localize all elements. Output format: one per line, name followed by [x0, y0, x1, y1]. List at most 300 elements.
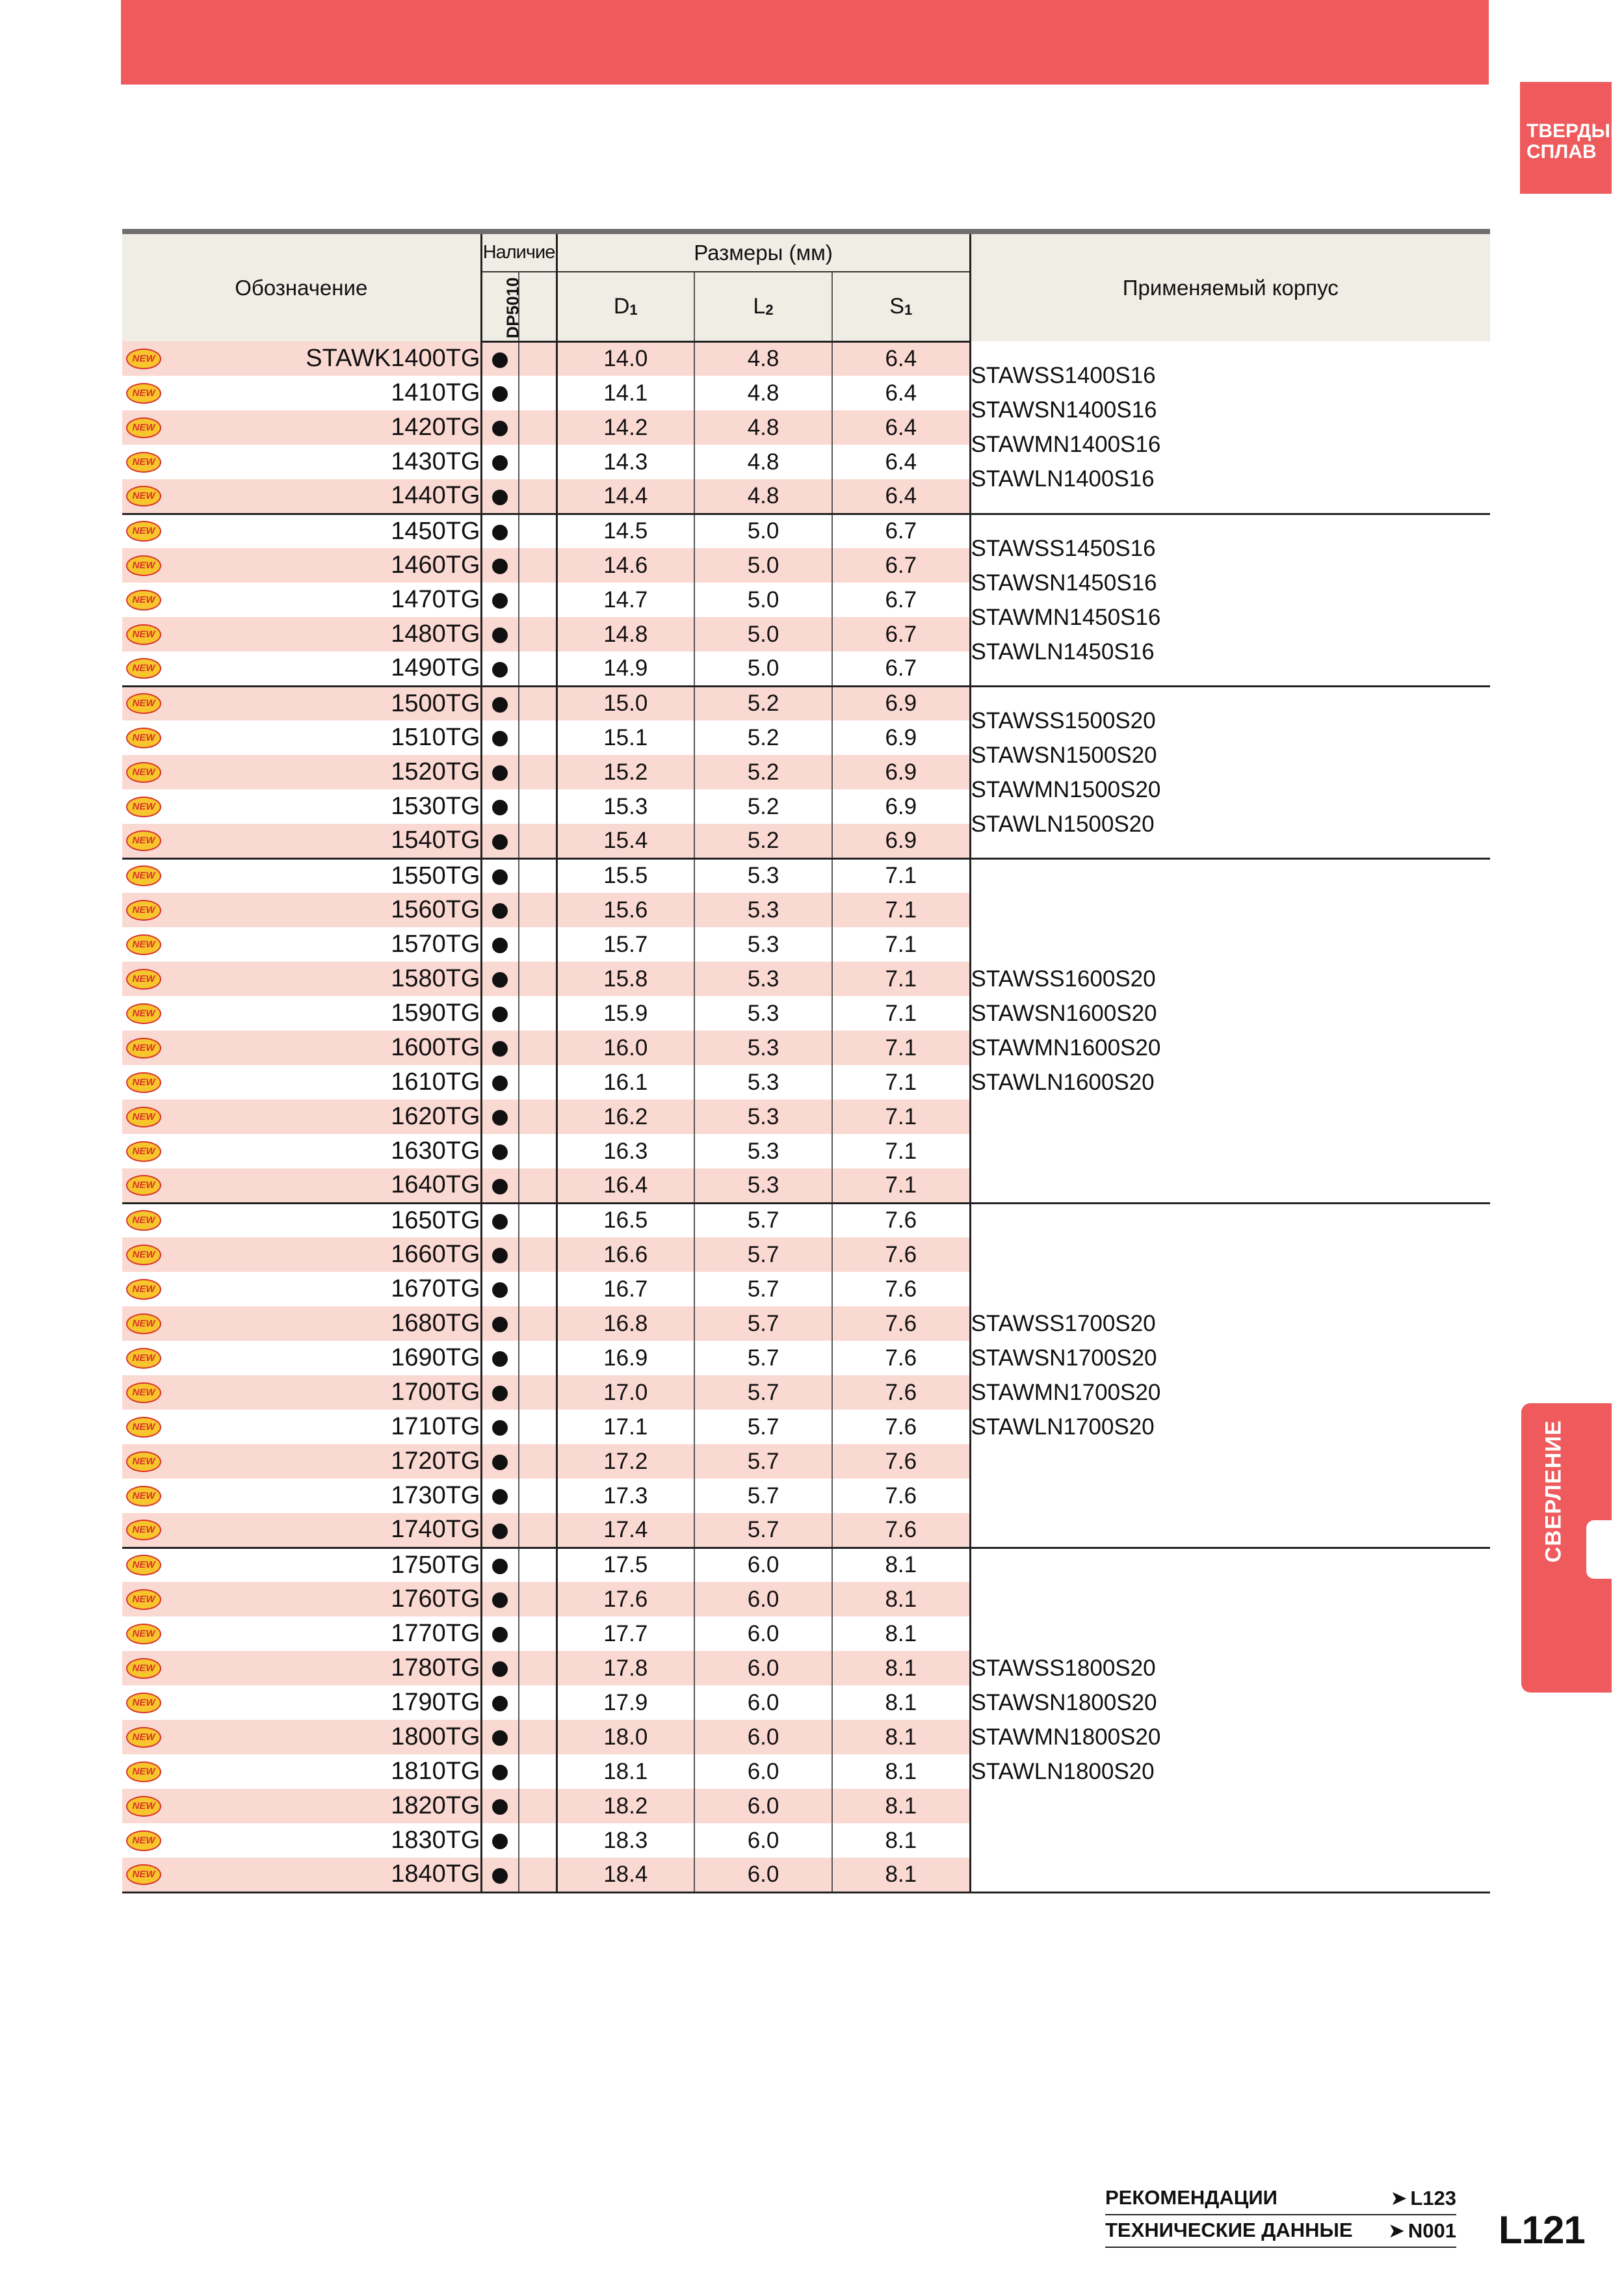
new-badge-icon: NEW — [126, 624, 161, 645]
empty-cell — [519, 1685, 557, 1720]
new-badge-icon: NEW — [126, 1210, 161, 1231]
in-stock-dot-icon — [492, 1351, 508, 1367]
s1-value: 7.1 — [885, 1138, 917, 1164]
availability-cell — [481, 858, 519, 893]
d1-value: 16.9 — [557, 1341, 694, 1375]
body-model: STAWMN1450S16 — [971, 604, 1161, 630]
designation-cell — [122, 858, 481, 893]
s1-value: 8.1 — [885, 1827, 917, 1853]
designation-cell — [122, 962, 481, 996]
s1-value: 7.1 — [832, 1031, 970, 1065]
body-model: STAWSN1450S16 — [971, 570, 1157, 596]
d1-value: 18.3 — [557, 1823, 694, 1858]
s1-value: 7.1 — [885, 1069, 917, 1095]
product-code: 1810TG — [391, 1758, 480, 1785]
l2-value: 5.2 — [694, 686, 832, 720]
availability-cell — [481, 1237, 519, 1272]
empty-cell — [519, 1375, 557, 1410]
d1-value: 15.0 — [557, 686, 694, 720]
body-model: STAWSS1450S16 — [971, 535, 1156, 561]
l2-value: 5.3 — [694, 1031, 832, 1065]
availability-cell — [481, 1100, 519, 1134]
product-code: 1580TG — [391, 965, 480, 992]
in-stock-dot-icon — [492, 1834, 508, 1849]
empty-cell — [519, 652, 557, 686]
in-stock-dot-icon — [492, 1455, 508, 1470]
availability-cell — [481, 1858, 519, 1892]
designation-cell — [122, 1237, 481, 1272]
s1-value: 6.7 — [832, 548, 970, 583]
product-code: 1720TG — [391, 1447, 480, 1475]
table-row — [122, 514, 1490, 548]
new-badge-icon: NEW — [126, 349, 161, 369]
in-stock-dot-icon — [492, 455, 508, 471]
d1-value: 17.2 — [557, 1444, 694, 1479]
d1-value: 18.4 — [557, 1858, 694, 1892]
product-code: 1470TG — [391, 586, 480, 613]
d1-value: 16.6 — [557, 1237, 694, 1272]
in-stock-dot-icon — [492, 1282, 508, 1298]
designation-cell — [122, 341, 481, 376]
designation-cell — [122, 1513, 481, 1548]
product-code: 1460TG — [391, 551, 480, 579]
footer-link-recommendations[interactable]: РЕКОМЕНДАЦИИ ➤ L123 — [1105, 2183, 1456, 2215]
availability-cell — [481, 996, 519, 1031]
new-badge-icon: NEW — [126, 1727, 161, 1748]
availability-cell — [481, 652, 519, 686]
d1-value: 14.0 — [557, 341, 694, 376]
availability-cell — [481, 789, 519, 824]
availability-cell — [481, 1754, 519, 1789]
body-model: STAWSN1600S20 — [971, 1001, 1157, 1026]
d1-value: 18.1 — [557, 1754, 694, 1789]
d1-value: 15.6 — [557, 893, 694, 927]
s1-value: 8.1 — [832, 1651, 970, 1685]
empty-cell — [519, 1651, 557, 1685]
table-row — [122, 686, 1490, 720]
designation-cell — [122, 1065, 481, 1100]
designation-cell — [122, 824, 481, 858]
availability-cell — [481, 1375, 519, 1410]
in-stock-dot-icon — [492, 1559, 508, 1574]
l2-value: 6.0 — [694, 1548, 832, 1582]
empty-cell — [519, 1479, 557, 1513]
designation-cell — [122, 893, 481, 927]
product-table — [122, 229, 1490, 1893]
in-stock-dot-icon — [492, 421, 508, 436]
designation-cell — [122, 410, 481, 445]
availability-cell — [481, 1513, 519, 1548]
availability-cell — [481, 686, 519, 720]
d1-value: 17.8 — [557, 1651, 694, 1685]
in-stock-dot-icon — [492, 352, 508, 368]
product-code: 1430TG — [391, 448, 480, 475]
in-stock-dot-icon — [492, 662, 508, 678]
body-model: STAWSS1500S20 — [971, 707, 1156, 733]
d1-value: 17.4 — [557, 1513, 694, 1548]
l2-value: 6.0 — [694, 1582, 832, 1616]
d1-value: 14.9 — [557, 652, 694, 686]
new-badge-icon: NEW — [126, 590, 161, 611]
tab-notch — [1586, 1520, 1612, 1579]
s1-value: 7.1 — [832, 893, 970, 927]
arrow-right-icon: ➤ — [1391, 2188, 1407, 2208]
s1-value: 8.1 — [885, 1620, 917, 1646]
product-code: 1600TG — [391, 1034, 480, 1061]
availability-cell — [481, 1582, 519, 1616]
d1-value: 17.7 — [557, 1616, 694, 1651]
top-banner — [121, 0, 1489, 85]
designation-cell — [122, 1134, 481, 1168]
empty-cell — [519, 1858, 557, 1892]
new-badge-icon: NEW — [126, 521, 161, 542]
availability-cell — [481, 1789, 519, 1823]
empty-cell — [519, 583, 557, 617]
applicable-body-cell — [970, 1548, 1490, 1892]
new-badge-icon: NEW — [126, 1555, 161, 1576]
applicable-body-cell — [970, 1203, 1490, 1548]
applicable-body-cell — [970, 514, 1490, 686]
drilling-section-tab[interactable] — [1521, 1403, 1612, 1693]
new-badge-icon: NEW — [126, 452, 161, 473]
s1-value: 6.4 — [832, 479, 970, 514]
body-model: STAWMN1600S20 — [971, 1035, 1161, 1061]
l2-value: 5.7 — [694, 1237, 832, 1272]
d1-value: 16.2 — [557, 1100, 694, 1134]
availability-cell — [481, 1168, 519, 1203]
empty-cell — [519, 1341, 557, 1375]
body-model: STAWMN1500S20 — [971, 776, 1161, 802]
designation-cell — [122, 376, 481, 410]
s1-value: 7.6 — [885, 1276, 917, 1302]
s1-value: 7.1 — [885, 1000, 917, 1026]
d1-value: 14.1 — [557, 376, 694, 410]
new-badge-icon: NEW — [126, 1313, 161, 1334]
empty-cell — [519, 1272, 557, 1306]
new-badge-icon: NEW — [126, 555, 161, 576]
product-code: 1730TG — [391, 1482, 480, 1509]
in-stock-dot-icon — [492, 1041, 508, 1057]
new-badge-icon: NEW — [126, 1830, 161, 1851]
l2-value: 6.0 — [694, 1720, 832, 1754]
availability-cell — [481, 479, 519, 514]
empty-cell — [519, 893, 557, 927]
new-badge-icon: NEW — [126, 762, 161, 783]
new-badge-icon: NEW — [126, 1245, 161, 1265]
availability-cell — [481, 1444, 519, 1479]
s1-value: 6.9 — [885, 793, 917, 819]
product-code: 1670TG — [391, 1275, 480, 1302]
header-d1: $D_1$ — [557, 272, 694, 341]
d1-value: 15.7 — [557, 927, 694, 962]
l2-value: 5.2 — [694, 824, 832, 858]
carbide-section-tab[interactable] — [1520, 82, 1624, 194]
s1-value: 7.6 — [832, 1237, 970, 1272]
empty-cell — [519, 548, 557, 583]
availability-cell — [481, 1341, 519, 1375]
s1-value: 6.7 — [885, 518, 917, 544]
designation-cell — [122, 652, 481, 686]
l2-value: 5.3 — [694, 893, 832, 927]
l2-value: 5.2 — [694, 789, 832, 824]
availability-cell — [481, 1134, 519, 1168]
empty-cell — [519, 1513, 557, 1548]
new-badge-icon: NEW — [126, 900, 161, 921]
s1-value: 6.4 — [832, 410, 970, 445]
empty-cell — [519, 755, 557, 789]
availability-cell — [481, 1479, 519, 1513]
s1-value: 6.4 — [885, 380, 917, 406]
l2-value: 5.0 — [694, 652, 832, 686]
d1-value: 17.6 — [557, 1582, 694, 1616]
s1-value: 7.6 — [832, 1375, 970, 1410]
d1-value: 15.9 — [557, 996, 694, 1031]
empty-cell — [519, 1100, 557, 1134]
s1-value: 6.4 — [885, 449, 917, 475]
product-code: 1770TG — [391, 1620, 480, 1647]
empty-cell — [519, 1754, 557, 1789]
l2-value: 4.8 — [694, 341, 832, 376]
s1-value: 7.6 — [885, 1207, 917, 1233]
in-stock-dot-icon — [492, 1110, 508, 1126]
in-stock-dot-icon — [492, 593, 508, 609]
d1-value: 15.1 — [557, 720, 694, 755]
product-code: 1650TG — [391, 1206, 480, 1234]
designation-cell — [122, 720, 481, 755]
designation-cell — [122, 1789, 481, 1823]
product-code: STAWK1400TG — [306, 345, 480, 372]
empty-cell — [519, 1823, 557, 1858]
new-badge-icon: NEW — [126, 1624, 161, 1644]
in-stock-dot-icon — [492, 559, 508, 574]
product-code: 1530TG — [391, 793, 480, 820]
s1-value: 6.7 — [832, 652, 970, 686]
empty-cell — [519, 1168, 557, 1203]
in-stock-dot-icon — [492, 1214, 508, 1230]
product-code: 1790TG — [391, 1689, 480, 1716]
designation-cell — [122, 617, 481, 652]
d1-value: 18.2 — [557, 1789, 694, 1823]
new-badge-icon: NEW — [126, 1451, 161, 1472]
product-code: 1820TG — [391, 1792, 480, 1819]
availability-cell — [481, 617, 519, 652]
designation-cell — [122, 789, 481, 824]
empty-cell — [519, 376, 557, 410]
in-stock-dot-icon — [492, 1420, 508, 1436]
empty-cell — [519, 1789, 557, 1823]
l2-value: 5.3 — [694, 858, 832, 893]
new-badge-icon: NEW — [126, 969, 161, 990]
applicable-body-cell — [970, 858, 1490, 1203]
product-code: 1760TG — [391, 1585, 480, 1613]
new-badge-icon: NEW — [126, 1417, 161, 1438]
product-code: 1420TG — [391, 414, 480, 441]
designation-cell — [122, 927, 481, 962]
availability-cell — [481, 1306, 519, 1341]
product-code: 1450TG — [391, 517, 480, 545]
new-badge-icon: NEW — [126, 658, 161, 679]
d1-value: 15.5 — [557, 858, 694, 893]
designation-cell — [122, 1858, 481, 1892]
l2-value: 6.0 — [694, 1789, 832, 1823]
d1-value: 14.6 — [557, 548, 694, 583]
designation-cell — [122, 1720, 481, 1754]
s1-value: 8.1 — [832, 1582, 970, 1616]
l2-value: 6.0 — [694, 1616, 832, 1651]
designation-cell — [122, 445, 481, 479]
product-code: 1750TG — [391, 1551, 480, 1579]
designation-cell — [122, 1616, 481, 1651]
new-badge-icon: NEW — [126, 417, 161, 438]
availability-cell — [481, 1203, 519, 1237]
availability-cell — [481, 1065, 519, 1100]
body-model: STAWMN1400S16 — [971, 431, 1161, 457]
designation-cell — [122, 1306, 481, 1341]
designation-cell — [122, 1582, 481, 1616]
l2-value: 5.3 — [694, 962, 832, 996]
product-code: 1540TG — [391, 826, 480, 854]
in-stock-dot-icon — [492, 1248, 508, 1263]
l2-value: 5.7 — [694, 1375, 832, 1410]
empty-cell — [519, 1134, 557, 1168]
in-stock-dot-icon — [492, 627, 508, 643]
product-code: 1780TG — [391, 1654, 480, 1681]
d1-value: 15.3 — [557, 789, 694, 824]
in-stock-dot-icon — [492, 525, 508, 540]
l2-value: 5.3 — [694, 1168, 832, 1203]
s1-value: 7.6 — [832, 1444, 970, 1479]
new-badge-icon: NEW — [126, 728, 161, 748]
designation-cell — [122, 755, 481, 789]
availability-cell — [481, 410, 519, 445]
body-model: STAWSN1700S20 — [971, 1345, 1157, 1371]
in-stock-dot-icon — [492, 1696, 508, 1711]
product-code: 1510TG — [391, 724, 480, 751]
product-code: 1690TG — [391, 1344, 480, 1371]
l2-value: 5.3 — [694, 1100, 832, 1134]
availability-cell — [481, 720, 519, 755]
designation-cell — [122, 479, 481, 514]
availability-cell — [481, 1616, 519, 1651]
new-badge-icon: NEW — [126, 1796, 161, 1817]
availability-cell — [481, 583, 519, 617]
arrow-right-icon: ➤ — [1389, 2221, 1404, 2241]
s1-value: 7.6 — [885, 1414, 917, 1440]
new-badge-icon: NEW — [126, 830, 161, 851]
l2-value: 5.7 — [694, 1479, 832, 1513]
designation-cell — [122, 1548, 481, 1582]
applicable-body-cell — [970, 686, 1490, 858]
d1-value: 15.4 — [557, 824, 694, 858]
product-code: 1800TG — [391, 1723, 480, 1750]
s1-value: 7.1 — [832, 962, 970, 996]
in-stock-dot-icon — [492, 800, 508, 815]
empty-cell — [519, 617, 557, 652]
empty-cell — [519, 996, 557, 1031]
d1-value: 14.2 — [557, 410, 694, 445]
availability-cell — [481, 548, 519, 583]
s1-value: 7.6 — [885, 1345, 917, 1371]
header-grade: DP5010 — [481, 272, 519, 341]
drilling-tab-label: СВЕРЛЕНИЕ — [1541, 1419, 1566, 1562]
in-stock-dot-icon — [492, 1868, 508, 1884]
availability-cell — [481, 341, 519, 376]
designation-cell — [122, 1685, 481, 1720]
new-badge-icon: NEW — [126, 797, 161, 817]
d1-value: 17.9 — [557, 1685, 694, 1720]
designation-cell — [122, 1375, 481, 1410]
in-stock-dot-icon — [492, 731, 508, 746]
l2-value: 5.0 — [694, 583, 832, 617]
product-code: 1590TG — [391, 999, 480, 1027]
in-stock-dot-icon — [492, 697, 508, 713]
s1-value: 7.6 — [832, 1306, 970, 1341]
in-stock-dot-icon — [492, 1799, 508, 1815]
designation-cell — [122, 1031, 481, 1065]
s1-value: 8.1 — [885, 1689, 917, 1715]
s1-value: 8.1 — [832, 1858, 970, 1892]
empty-cell — [519, 1720, 557, 1754]
product-code: 1440TG — [391, 482, 480, 510]
availability-cell — [481, 1720, 519, 1754]
product-code: 1550TG — [391, 862, 480, 890]
new-badge-icon: NEW — [126, 1175, 161, 1196]
d1-value: 14.8 — [557, 617, 694, 652]
availability-cell — [481, 376, 519, 410]
s1-value: 7.1 — [885, 863, 917, 889]
footer-links — [1105, 2183, 1456, 2248]
l2-value: 4.8 — [694, 445, 832, 479]
d1-value: 17.0 — [557, 1375, 694, 1410]
product-code: 1680TG — [391, 1310, 480, 1337]
s1-value: 6.4 — [832, 341, 970, 376]
availability-cell — [481, 1548, 519, 1582]
empty-cell — [519, 1548, 557, 1582]
d1-value: 16.5 — [557, 1203, 694, 1237]
new-badge-icon: NEW — [126, 1038, 161, 1059]
s1-value: 8.1 — [832, 1720, 970, 1754]
in-stock-dot-icon — [492, 1730, 508, 1746]
body-model: STAWLN1500S20 — [971, 811, 1155, 837]
availability-cell — [481, 962, 519, 996]
l2-value: 5.7 — [694, 1306, 832, 1341]
l2-value: 4.8 — [694, 410, 832, 445]
new-badge-icon: NEW — [126, 1761, 161, 1782]
carbide-tab-line1: ТВЕРДЫЙ — [1526, 120, 1624, 142]
product-code: 1570TG — [391, 930, 480, 958]
s1-value: 7.1 — [832, 1100, 970, 1134]
d1-value: 14.7 — [557, 583, 694, 617]
header-blank — [519, 272, 557, 341]
product-code: 1500TG — [391, 689, 480, 717]
designation-cell — [122, 1168, 481, 1203]
empty-cell — [519, 1306, 557, 1341]
body-model: STAWSS1400S16 — [971, 362, 1156, 388]
s1-value: 8.1 — [885, 1552, 917, 1578]
in-stock-dot-icon — [492, 1386, 508, 1401]
footer-link-technical-data[interactable]: ТЕХНИЧЕСКИЕ ДАННЫЕ ➤ N001 — [1105, 2215, 1456, 2248]
empty-cell — [519, 1444, 557, 1479]
body-model: STAWSN1500S20 — [971, 742, 1157, 768]
empty-cell — [519, 1237, 557, 1272]
in-stock-dot-icon — [492, 490, 508, 505]
l2-value: 6.0 — [694, 1754, 832, 1789]
product-code: 1830TG — [391, 1826, 480, 1854]
product-code: 1560TG — [391, 896, 480, 923]
new-badge-icon: NEW — [126, 1693, 161, 1713]
in-stock-dot-icon — [492, 1489, 508, 1505]
header-s1: $S_1$ — [832, 272, 970, 341]
